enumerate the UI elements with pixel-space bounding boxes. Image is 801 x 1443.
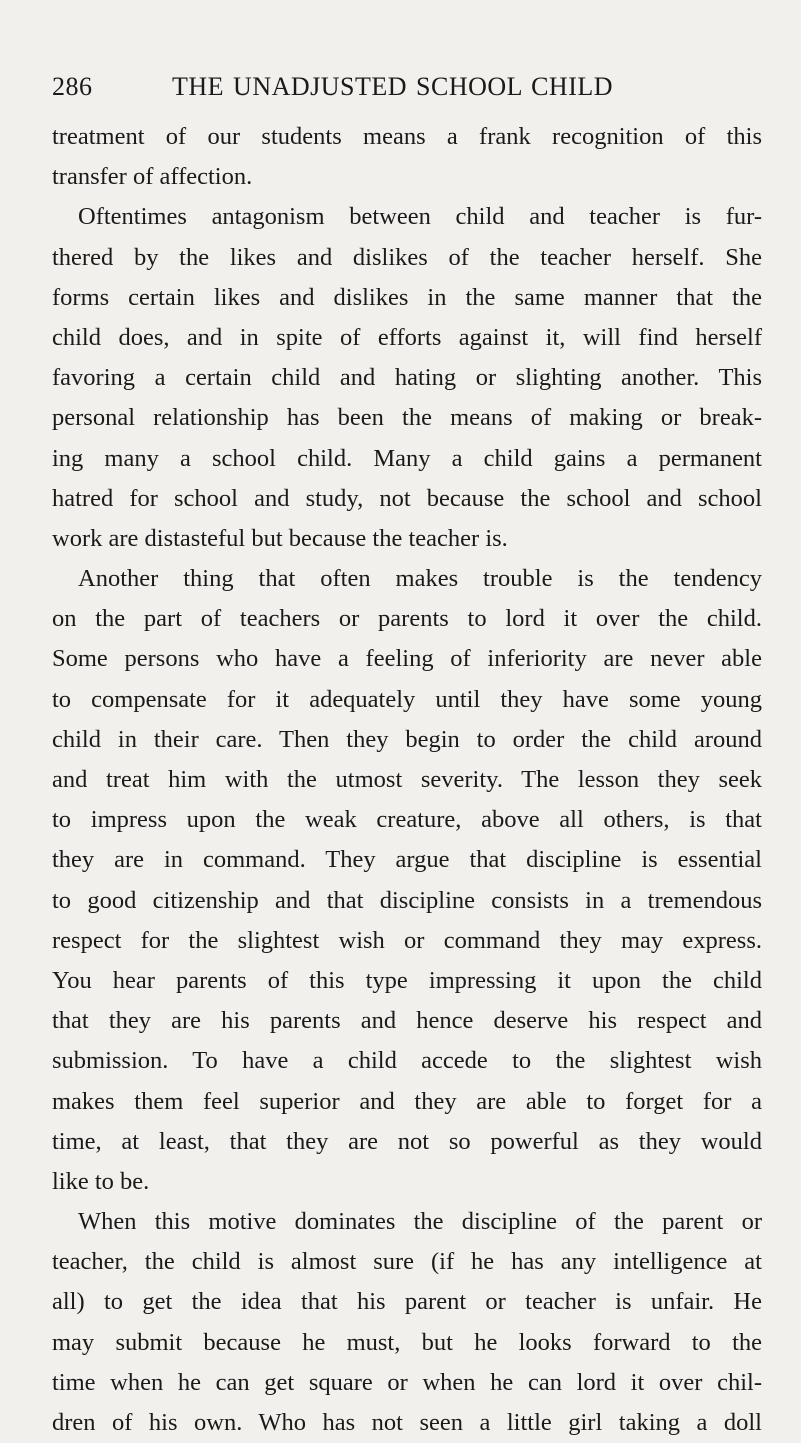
text-line: child in their care. Then they begin to order the child around — [52, 725, 762, 753]
text-line: child does, and in spite of efforts against it, will find herself — [52, 323, 762, 351]
running-title: THE UNADJUSTED SCHOOL CHILD — [172, 72, 614, 101]
text-line: and treat him with the utmost severity. The lesson they seek — [52, 766, 762, 793]
text-line: respect for the slightest wish or command they may express. — [52, 926, 762, 954]
text-line: favoring a certain child and hating or slighting another. This — [52, 364, 762, 392]
text-line: When this motive dominates the discipline of the parent or — [78, 1208, 762, 1236]
text-line: that they are his parents and hence deserve his respect and — [52, 1007, 762, 1035]
text-line: time when he can get square or when he can lord it over chil- — [52, 1368, 762, 1396]
text-line: like to be. — [52, 1167, 150, 1195]
page-number: 286 — [52, 72, 93, 101]
text-line: to impress upon the weak creature, above all others, is that — [52, 806, 762, 834]
body-text — [52, 117, 762, 1443]
text-line: submission. To have a child accede to the slightest wish — [52, 1047, 762, 1075]
text-line: time, at least, that they are not so powerful as they would — [52, 1127, 762, 1155]
text-line: they are in command. They argue that discipline is essential — [52, 846, 762, 874]
page-header — [52, 67, 762, 107]
text-line: forms certain likes and dislikes in the same manner that the — [52, 283, 762, 311]
text-line: dren of his own. Who has not seen a little girl taking a doll — [52, 1409, 762, 1436]
text-line: hatred for school and study, not because the school and school — [52, 484, 762, 512]
text-line: on the part of teachers or parents to lord it over the child. — [52, 605, 762, 633]
text-line: personal relationship has been the means of making or break- — [52, 404, 762, 432]
text-line: transfer of affection. — [52, 163, 253, 191]
text-line: You hear parents of this type impressing it upon the child — [52, 966, 762, 994]
text-line: makes them feel superior and they are able to forget for a — [52, 1087, 762, 1115]
text-line: work are distasteful but because the teacher is. — [52, 524, 508, 552]
text-line: treatment of our students means a frank recognition of this — [52, 123, 762, 150]
text-line: to good citizenship and that discipline consists in a tremendous — [52, 886, 762, 914]
text-line: ing many a school child. Many a child gains a permanent — [52, 444, 762, 472]
text-line: teacher, the child is almost sure (if he has any intelligence at — [52, 1248, 762, 1276]
text-line: may submit because he must, but he looks forward to the — [52, 1328, 762, 1356]
text-line: Another thing that often makes trouble is the tendency — [78, 565, 762, 593]
text-line: Some persons who have a feeling of inferiority are never able — [52, 645, 762, 673]
text-line: all) to get the idea that his parent or teacher is unfair. He — [52, 1288, 762, 1316]
text-line: to compensate for it adequately until they have some young — [52, 685, 762, 713]
text-line: thered by the likes and dislikes of the teacher herself. She — [52, 243, 762, 271]
text-line: Oftentimes antagonism between child and teacher is fur- — [78, 203, 762, 231]
